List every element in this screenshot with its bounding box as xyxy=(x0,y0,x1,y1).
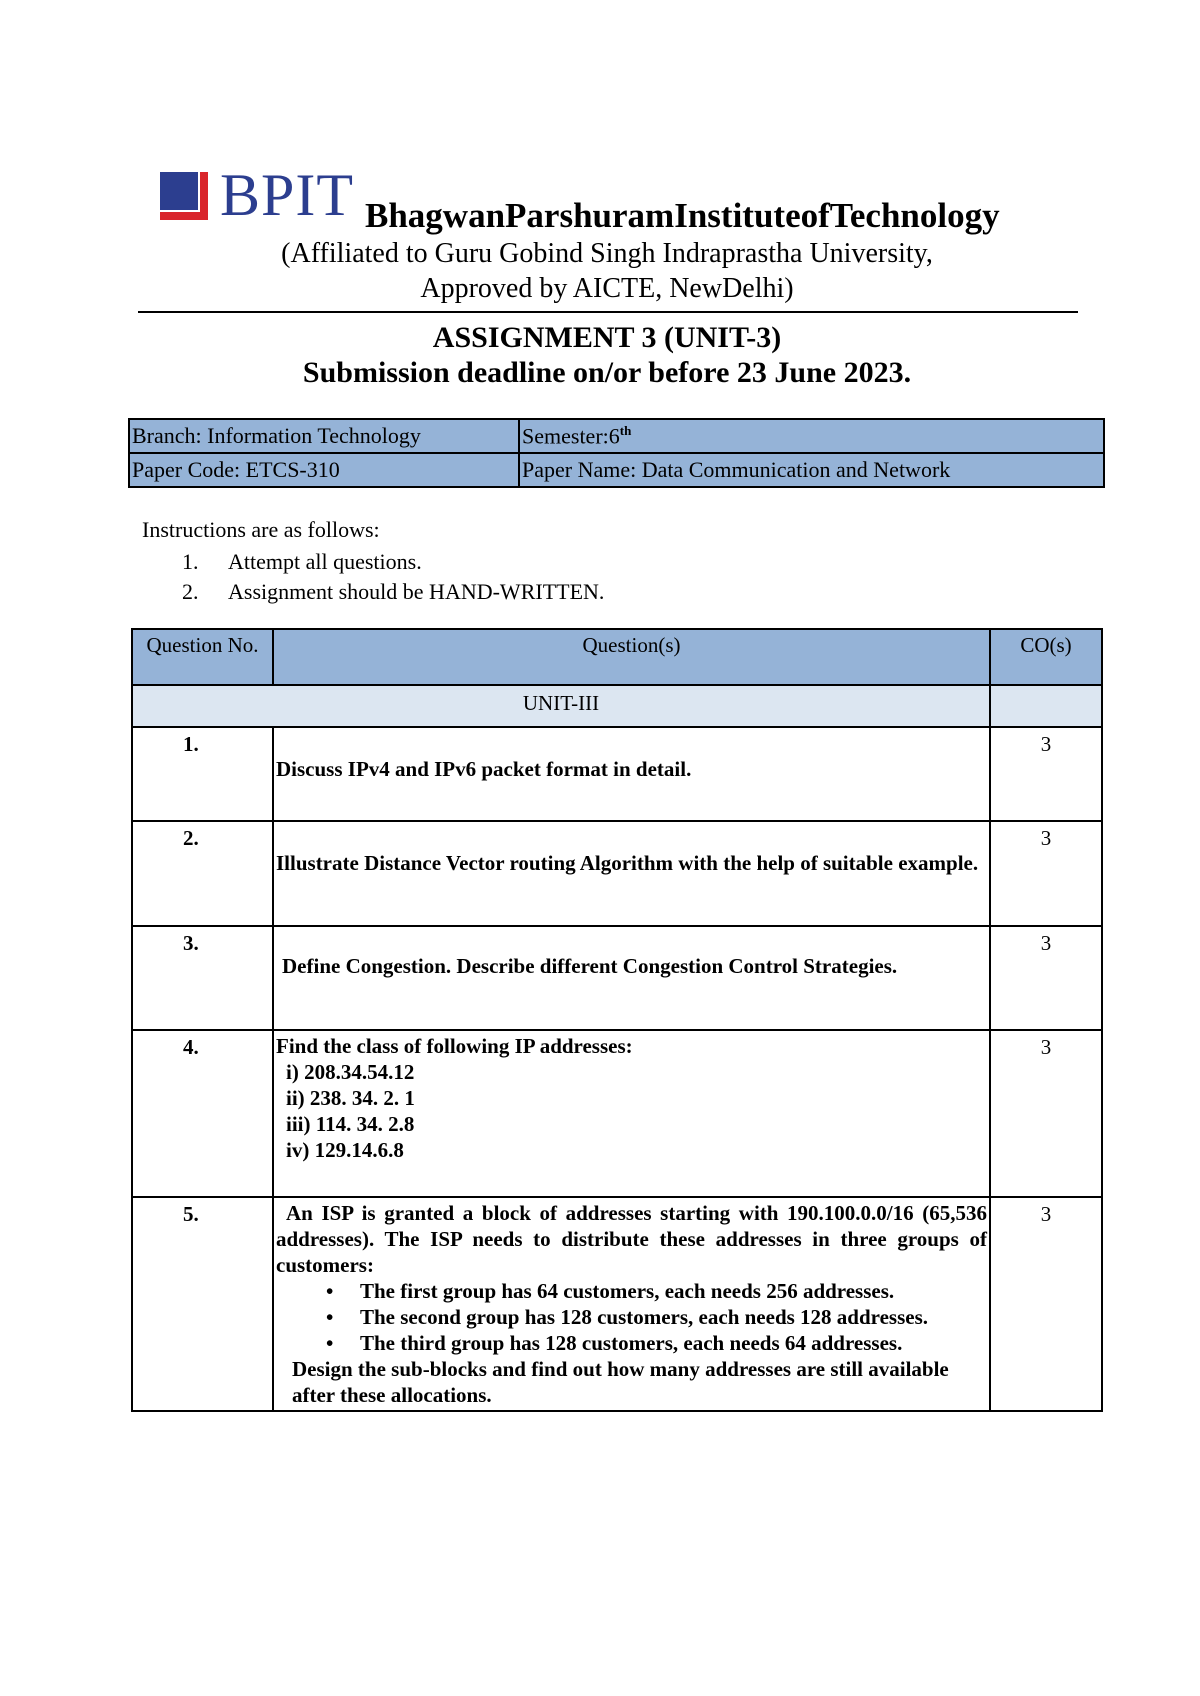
list-item: • The first group has 64 customers, each needs 256 addresses. xyxy=(326,1278,987,1304)
question-number: 2. xyxy=(132,821,273,926)
header-co: CO(s) xyxy=(990,629,1102,685)
instructions-list xyxy=(182,547,604,607)
question-text-cell xyxy=(273,1197,990,1411)
question-co: 3 xyxy=(990,1197,1102,1411)
ip-address-item: iv) 129.14.6.8 xyxy=(286,1138,404,1162)
question-number: 3. xyxy=(132,926,273,1030)
question-text-cell xyxy=(273,821,990,926)
question-closing-text: Design the sub-blocks and find out how many addresses are still available after these allocations. xyxy=(292,1357,949,1407)
question-co: 3 xyxy=(990,821,1102,926)
table-row xyxy=(132,727,1102,821)
question-text: Find the class of following IP addresses: xyxy=(276,1034,633,1058)
logo-mark-icon xyxy=(160,172,210,222)
info-row xyxy=(129,419,1104,453)
course-info-table xyxy=(128,418,1105,488)
question-number: 4. xyxy=(132,1030,273,1197)
question-text: Discuss IPv4 and IPv6 packet format in detail. xyxy=(276,757,692,781)
question-co: 3 xyxy=(990,727,1102,821)
customer-groups-list xyxy=(276,1278,987,1356)
semester-superscript: th xyxy=(619,422,632,438)
unit-label: UNIT-III xyxy=(132,685,990,727)
question-text-cell xyxy=(273,1030,990,1197)
questions-table xyxy=(131,628,1103,1412)
affiliation-line-2: Approved by AICTE, NewDelhi) xyxy=(420,273,794,304)
semester-label: Semester:6 xyxy=(522,423,620,449)
instruction-number: 2. xyxy=(182,579,199,604)
question-number: 1. xyxy=(132,727,273,821)
question-number: 5. xyxy=(132,1197,273,1411)
logo-text: BPIT xyxy=(220,162,355,228)
question-text: Define Congestion. Describe different Congestion Control Strategies. xyxy=(282,954,898,978)
info-row xyxy=(129,453,1104,487)
question-text: Illustrate Distance Vector routing Algorithm with the help of suitable example. xyxy=(276,851,979,875)
assignment-title: ASSIGNMENT 3 (UNIT-3) xyxy=(432,321,782,354)
list-item: • The second group has 128 customers, each needs 128 addresses. xyxy=(326,1304,987,1330)
instruction-text: Attempt all questions. xyxy=(228,549,422,574)
ip-address-item: iii) 114. 34. 2.8 xyxy=(286,1112,415,1136)
paper-code-cell: Paper Code: ETCS-310 xyxy=(129,453,519,487)
ip-address-item: ii) 238. 34. 2. 1 xyxy=(286,1086,415,1110)
header-question-no: Question No. xyxy=(132,629,273,685)
instruction-item xyxy=(182,577,604,607)
instruction-text: Assignment should be HAND-WRITTEN. xyxy=(228,579,605,604)
table-row xyxy=(132,1030,1102,1197)
table-row xyxy=(132,926,1102,1030)
question-co: 3 xyxy=(990,926,1102,1030)
unit-row xyxy=(132,685,1102,727)
table-row xyxy=(132,821,1102,926)
paper-name-cell: Paper Name: Data Communication and Network xyxy=(519,453,1104,487)
header-divider xyxy=(138,311,1078,313)
semester-cell xyxy=(519,419,1104,453)
list-item: • The third group has 128 customers, each needs 64 addresses. xyxy=(326,1330,987,1356)
affiliation-line-1: (Affiliated to Guru Gobind Singh Indraprastha University, xyxy=(281,238,933,269)
branch-cell: Branch: Information Technology xyxy=(129,419,519,453)
question-text: An ISP is granted a block of addresses starting with 190.100.0.0/16 (65,536 addresses). The ISP needs to distribute these addresses in three groups of customers: xyxy=(276,1201,987,1277)
table-row xyxy=(132,1197,1102,1411)
submission-deadline: Submission deadline on/or before 23 June 2023. xyxy=(302,356,912,389)
question-co: 3 xyxy=(990,1030,1102,1197)
header-questions: Question(s) xyxy=(273,629,990,685)
instruction-number: 1. xyxy=(182,549,199,574)
instruction-item xyxy=(182,547,604,577)
unit-co-cell xyxy=(990,685,1102,727)
instructions-heading: Instructions are as follows: xyxy=(142,517,380,542)
ip-address-item: i) 208.34.54.12 xyxy=(286,1060,415,1084)
table-header-row xyxy=(132,629,1102,685)
question-text-cell xyxy=(273,727,990,821)
institute-name: BhagwanParshuramInstituteofTechnology xyxy=(365,196,1000,235)
bpit-logo xyxy=(160,162,355,228)
question-text-cell xyxy=(273,926,990,1030)
